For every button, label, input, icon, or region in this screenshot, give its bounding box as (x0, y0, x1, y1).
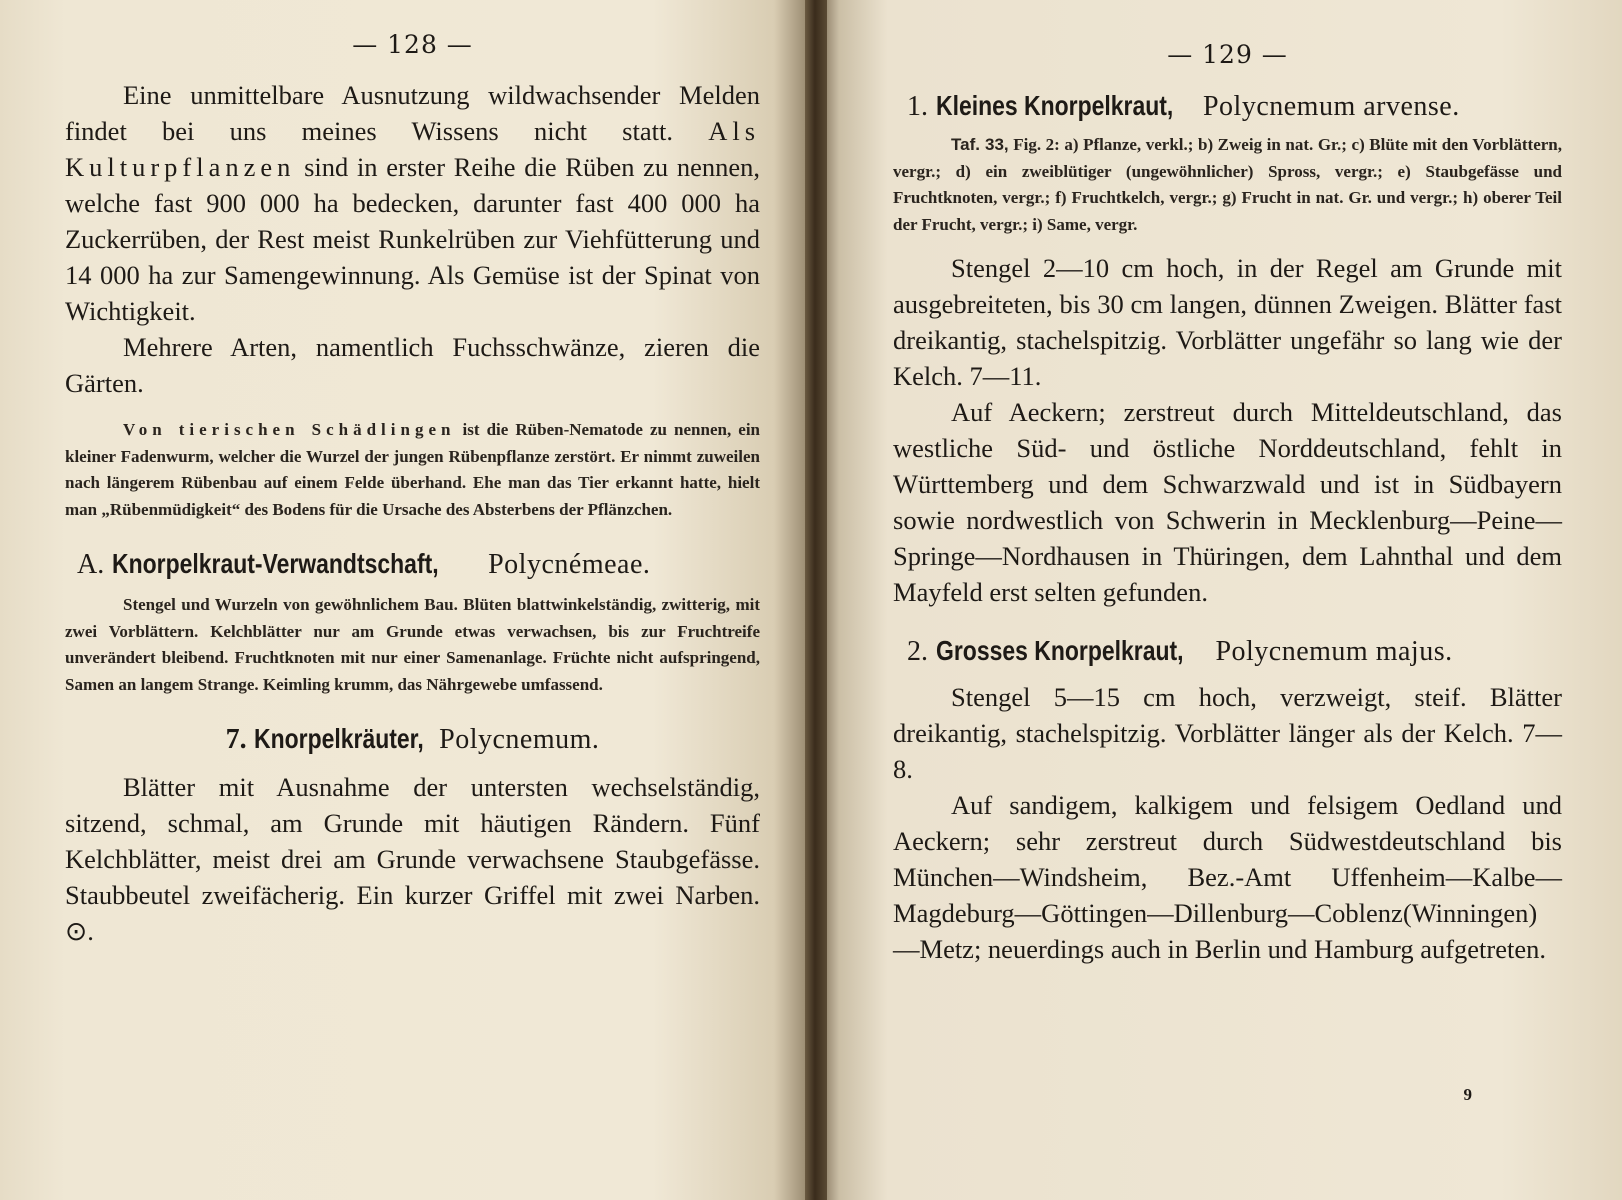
heading-german-name: Knorpelkraut-Verwandtschaft, (112, 548, 439, 579)
heading-german-name: Kleines Knorpelkraut, (935, 90, 1174, 121)
heading-number: 1. (907, 91, 928, 122)
paragraph: Stengel 5—15 cm hoch, verzweigt, steif. Blätter dreikantig, stachelspitzig. Vorblätter länger als der Kelch. 7—8. (893, 682, 1562, 784)
book-gutter (805, 0, 827, 1200)
heading-number: 7. (225, 724, 247, 755)
species-heading (907, 87, 1562, 126)
heading-german-name: Grosses Knorpelkraut, (935, 635, 1184, 666)
plate-caption (893, 132, 1562, 238)
heading-latin-name: Polycnémeae. (488, 549, 651, 580)
paragraph: Stengel 2—10 cm hoch, in der Regel am Grunde mit ausgebreiteten, bis 30 cm langen, dünnen Zweigen. Blätter fast dreikantig, stachelspitzig. Vorblätter ungefähr so lang wie der Kelch. 7—11. (893, 253, 1562, 391)
paragraph: Auf Aeckern; zerstreut durch Mitteldeutschland, das westliche Süd- und östliche Norddeutschland, fehlt in Württemberg und dem Schwarzwald und ist in Südbayern sowie nordwestlich von Schwerin in Mecklenburg—Peine—Springe—Nordhausen in Thüringen, dem Lahnthal und dem Mayfeld erst selten gefunden. (893, 397, 1562, 607)
small-print-paragraph: Stengel und Wurzeln von gewöhnlichem Bau. Blüten blattwinkelständig, zwitterig, mit zwei Vorblättern. Kelchblätter nur am Grunde etwas verwachsen, bis zur Fruchtreife unverändert bleibend. Fruchtknoten mit nur einer Samenanlage. Früchte nicht aufspringend, Samen an langem Strange. Keimling krumm, das Nährgewebe umfassend. (65, 595, 760, 694)
paragraph-text: ist die Rüben-Nematode zu nennen, ein kleiner Fadenwurm, welcher die Wurzel der jungen Rübenpflanze zerstört. Er nimmt zuweilen nach längerem Rübenbau auf einem Felde überhand. Ehe man das Tier erkannt hatte, hielt man „Rübenmüdigkeit“ des Bodens für die Ursache des Absterbens der Pflänzchen. (65, 420, 760, 519)
heading-number: 2. (907, 636, 928, 667)
small-print-paragraph (65, 417, 760, 523)
heading-latin-name: Polycnemum arvense. (1202, 91, 1460, 122)
paragraph: Mehrere Arten, namentlich Fuchsschwänze, zieren die Gärten. (65, 332, 760, 398)
section-heading (77, 545, 760, 584)
paragraph-text: sind in erster Reihe die Rüben zu nennen, welche fast 900 000 ha bedecken, darunter fast 400 000 ha Zuckerrüben, der Rest meist Runkelrüben zur Viehfütterung und 14 000 ha zur Samengewinnung. Als Gemüse ist der Spinat von Wichtigkeit. (65, 152, 760, 326)
paragraph (65, 77, 760, 329)
species-heading (907, 632, 1562, 671)
signature-mark: 9 (1463, 1085, 1472, 1104)
right-page (815, 0, 1622, 1200)
page-number: — 129 — (1167, 40, 1288, 69)
plate-caption-text: Fig. 2: a) Pflanze, verkl.; b) Zweig in nat. Gr.; c) Blüte mit den Vorblättern, vergr.; d) ein zweiblütiger (ungewöhnlicher) Spross, vergr.; e) Staubgefässe und Fruchtknoten, vergr.; f) Fruchtkelch, vergr.; g) Frucht in nat. Gr. und vergr.; h) oberer Teil der Frucht, vergr.; i) Same, vergr. (893, 135, 1562, 234)
heading-german-name: Knorpelkräuter, (254, 723, 425, 754)
heading-number: A. (77, 549, 105, 580)
paragraph: Blätter mit Ausnahme der untersten wechselständig, sitzend, schmal, am Grunde mit häutigen Rändern. Fünf Kelchblätter, meist drei am Grunde verwachsene Staubgefässe. Staubbeutel zweifächerig. Ein kurzer Griffel mit zwei Narben. ⊙. (65, 772, 760, 946)
spaced-emphasis: Als Kulturpflanzen (65, 116, 761, 182)
paragraph: Auf sandigem, kalkigem und felsigem Oedland und Aeckern; sehr zerstreut durch Südwestdeutschland bis München—Windsheim, Bez.-Amt Uffenheim—Kalbe—Magdeburg—Göttingen—Dillenburg—Coblenz(Winningen)—Metz; neuerdings auch in Berlin und Hamburg aufgetreten. (893, 790, 1562, 964)
genus-heading (65, 720, 760, 759)
plate-label: Taf. 33, (951, 135, 1009, 154)
spaced-emphasis: Von tierischen Schädlingen (123, 420, 456, 439)
heading-latin-name: Polycnemum majus. (1215, 636, 1453, 667)
heading-latin-name: Polycnemum. (439, 724, 600, 755)
page-number: — 128 — (352, 30, 473, 59)
paragraph-text: Eine unmittelbare Ausnutzung wildwachsender Melden findet bei uns meines Wissens nicht statt. (65, 80, 760, 146)
